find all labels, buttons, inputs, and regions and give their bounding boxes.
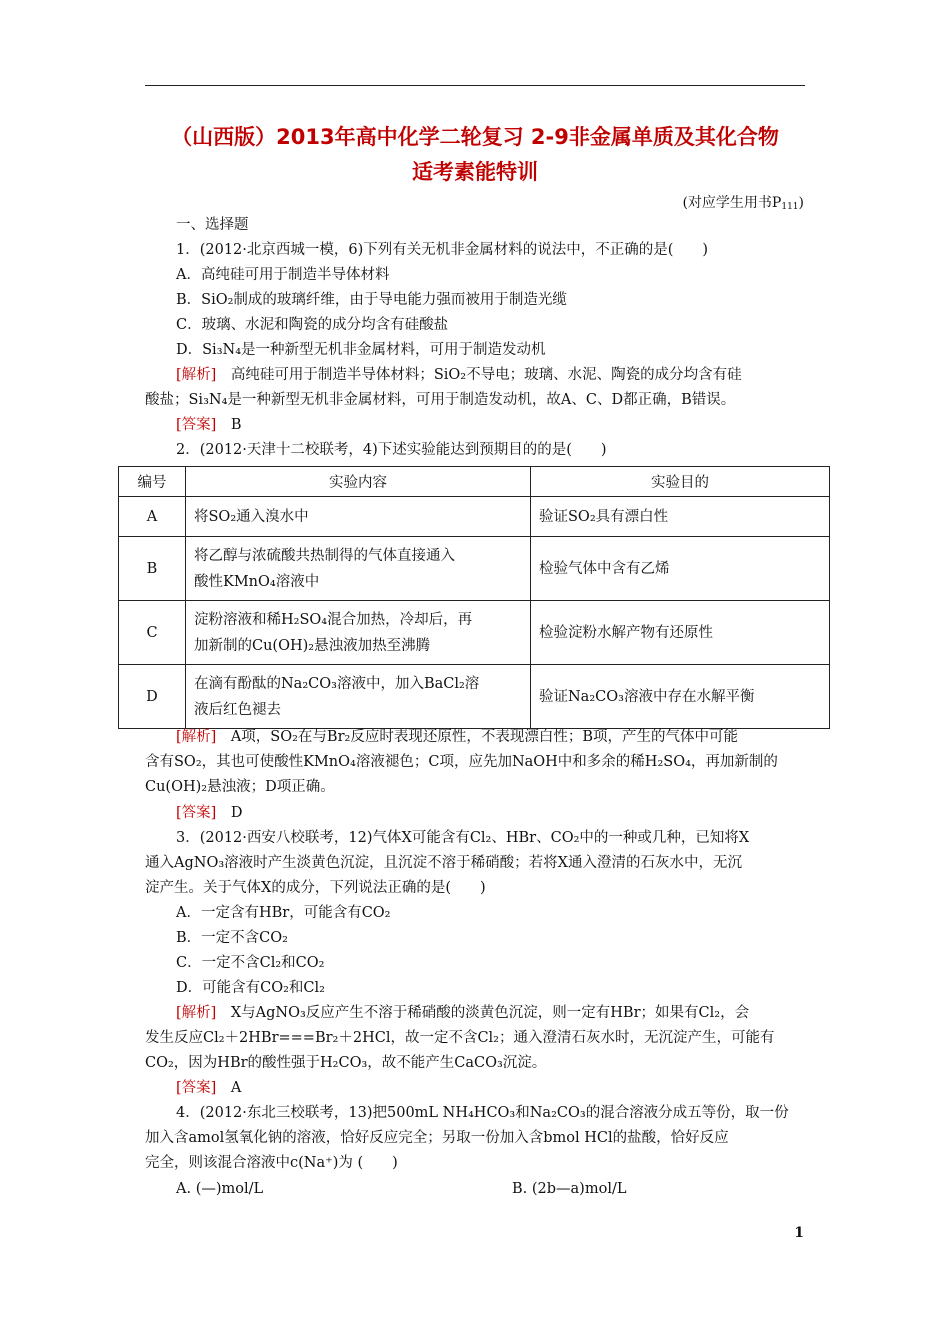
header-code: 编号 [119, 467, 186, 497]
row-code: D [119, 665, 186, 729]
q1-option-b: B．SiO₂制成的玻璃纤维，由于导电能力强而被用于制造光缆 [176, 292, 567, 308]
q2-stem: 2．(2012·天津十二校联考，4)下述实验能达到预期目的的是( ) [176, 442, 607, 458]
row-content: 淀粉溶液和稀H₂SO₄混合加热，冷却后，再 加新制的Cu(OH)₂悬浊液加热至沸腾 [186, 601, 531, 665]
q1-analysis-cont: 酸盐；Si₃N₄是一种新型无机非金属材料，可用于制造发动机，故A、C、D都正确，B错误。 [145, 392, 736, 408]
q1-analysis: [解析] 高纯硅可用于制造半导体材料；SiO₂不导电；玻璃、水泥、陶瓷的成分均含有硅 [176, 367, 742, 383]
table-row [119, 665, 830, 729]
row-code: C [119, 601, 186, 665]
header-goal: 实验目的 [531, 467, 830, 497]
row-goal: 检验气体中含有乙烯 [531, 537, 830, 601]
q3-analysis: [解析] X与AgNO₃反应产生不溶于稀硝酸的淡黄色沉淀，则一定有HBr；如果有Cl₂，会 [176, 1005, 750, 1021]
q1-option-c: C．玻璃、水泥和陶瓷的成分均含有硅酸盐 [176, 317, 449, 333]
q3-stem-cont2: 淀产生。关于气体X的成分，下列说法正确的是( ) [145, 880, 486, 896]
q4-stem: 4．(2012·东北三校联考，13)把500mL NH₄HCO₃和Na₂CO₃的混合溶液分成五等份，取一份 [176, 1105, 789, 1121]
q3-analysis-cont: 发生反应Cl₂＋2HBr===Br₂＋2HCl，故一定不含Cl₂；通入澄清石灰水时，无沉淀产生，可能有 [145, 1030, 775, 1046]
q3-stem: 3．(2012·西安八校联考，12)气体X可能含有Cl₂、HBr、CO₂中的一种或几种，已知将X [176, 830, 750, 846]
q3-option-c: C．一定不含Cl₂和CO₂ [176, 955, 325, 971]
row-code: A [119, 497, 186, 537]
q3-option-d: D．可能含有CO₂和Cl₂ [176, 980, 325, 996]
page-number: 1 [794, 1225, 804, 1241]
page-title: （山西版）2013年高中化学二轮复习 2-9非金属单质及其化合物 [171, 125, 779, 149]
q2-analysis-cont: 含有SO₂，其也可使酸性KMnO₄溶液褪色；C项，应先加NaOH中和多余的稀H₂SO₄，再加新制的 [145, 754, 778, 770]
q3-option-a: A．一定含有HBr，可能含有CO₂ [176, 905, 391, 921]
q3-option-b: B．一定不含CO₂ [176, 930, 288, 946]
q2-analysis-cont2: Cu(OH)₂悬浊液；D项正确。 [145, 779, 335, 795]
page-subtitle: 适考素能特训 [412, 160, 538, 184]
q1-answer: [答案] B [176, 417, 242, 433]
q2-answer: [答案] D [176, 805, 243, 821]
row-goal: 验证Na₂CO₃溶液中存在水解平衡 [531, 665, 830, 729]
section-heading: 一、选择题 [176, 217, 249, 233]
q3-answer: [答案] A [176, 1080, 242, 1096]
book-reference: (对应学生用书$P_{111}$) [682, 195, 804, 212]
row-goal: 检验淀粉水解产物有还原性 [531, 601, 830, 665]
q4-option-b: B. (2b—a)mol/L [512, 1181, 627, 1197]
q2-analysis: [解析] A项，SO₂在与Br₂反应时表现还原性，不表现漂白性；B项，产生的气体中可能 [176, 729, 738, 745]
q3-analysis-cont2: CO₂，因为HBr的酸性强于H₂CO₃，故不能产生CaCO₃沉淀。 [145, 1055, 547, 1071]
table-row [119, 537, 830, 601]
q1-stem: 1．(2012·北京西城一模，6)下列有关无机非金属材料的说法中，不正确的是( ) [176, 242, 709, 258]
header-content: 实验内容 [186, 467, 531, 497]
table-row [119, 601, 830, 665]
header-rule [145, 85, 805, 86]
row-content: 将乙醇与浓硫酸共热制得的气体直接通入 酸性KMnO₄溶液中 [186, 537, 531, 601]
q3-stem-cont: 通入AgNO₃溶液时产生淡黄色沉淀，且沉淀不溶于稀硝酸；若将X通入澄清的石灰水中，无沉 [145, 855, 742, 871]
table-row [119, 497, 830, 537]
q4-stem-cont2: 完全，则该混合溶液中c(Na⁺)为 ( ) [145, 1155, 398, 1171]
row-goal: 验证SO₂具有漂白性 [531, 497, 830, 537]
row-code: B [119, 537, 186, 601]
q4-stem-cont: 加入含amol氢氧化钠的溶液，恰好反应完全；另取一份加入含bmol HCl的盐酸，恰好反应 [145, 1130, 729, 1146]
table-header-row [119, 467, 830, 497]
q1-option-a: A．高纯硅可用于制造半导体材料 [176, 267, 390, 283]
q4-option-a: A. (—)mol/L [176, 1181, 264, 1197]
experiment-table [118, 466, 830, 729]
q1-option-d: D．Si₃N₄是一种新型无机非金属材料，可用于制造发动机 [176, 342, 546, 358]
row-content: 在滴有酚酞的Na₂CO₃溶液中，加入BaCl₂溶 液后红色褪去 [186, 665, 531, 729]
row-content: 将SO₂通入溴水中 [186, 497, 531, 537]
